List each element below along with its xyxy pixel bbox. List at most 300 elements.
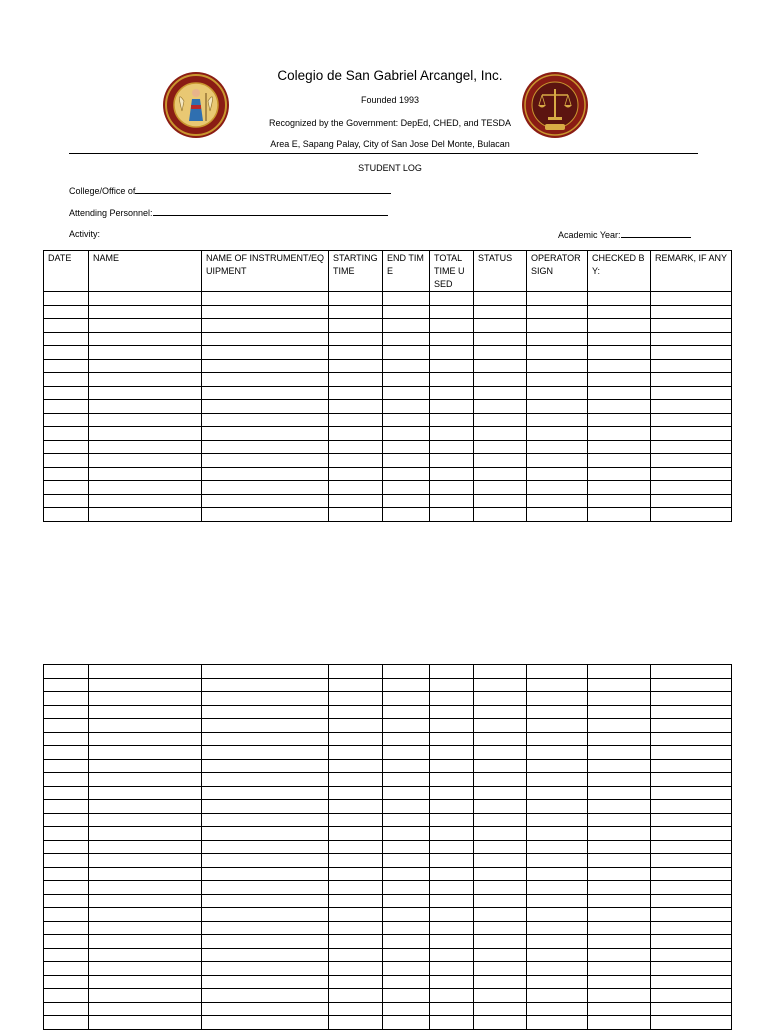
- table-cell[interactable]: [329, 1016, 383, 1030]
- table-cell[interactable]: [430, 746, 474, 760]
- table-cell[interactable]: [651, 975, 732, 989]
- table-cell[interactable]: [89, 413, 202, 427]
- table-cell[interactable]: [588, 386, 651, 400]
- table-cell[interactable]: [329, 373, 383, 387]
- table-cell[interactable]: [430, 305, 474, 319]
- table-cell[interactable]: [329, 305, 383, 319]
- table-cell[interactable]: [329, 948, 383, 962]
- table-cell[interactable]: [202, 773, 329, 787]
- table-cell[interactable]: [430, 881, 474, 895]
- table-cell[interactable]: [651, 813, 732, 827]
- table-cell[interactable]: [588, 854, 651, 868]
- table-cell[interactable]: [329, 413, 383, 427]
- table-cell[interactable]: [651, 494, 732, 508]
- table-cell[interactable]: [588, 319, 651, 333]
- table-cell[interactable]: [651, 386, 732, 400]
- table-cell[interactable]: [44, 292, 89, 306]
- table-cell[interactable]: [474, 773, 527, 787]
- table-cell[interactable]: [329, 867, 383, 881]
- table-cell[interactable]: [651, 332, 732, 346]
- table-cell[interactable]: [202, 678, 329, 692]
- table-cell[interactable]: [527, 678, 588, 692]
- table-cell[interactable]: [329, 292, 383, 306]
- table-cell[interactable]: [588, 373, 651, 387]
- table-cell[interactable]: [588, 935, 651, 949]
- table-cell[interactable]: [651, 665, 732, 679]
- table-cell[interactable]: [527, 867, 588, 881]
- table-cell[interactable]: [651, 827, 732, 841]
- table-cell[interactable]: [329, 840, 383, 854]
- table-cell[interactable]: [527, 732, 588, 746]
- table-cell[interactable]: [44, 827, 89, 841]
- table-cell[interactable]: [651, 854, 732, 868]
- table-cell[interactable]: [89, 773, 202, 787]
- table-cell[interactable]: [651, 719, 732, 733]
- table-cell[interactable]: [329, 386, 383, 400]
- table-cell[interactable]: [383, 359, 430, 373]
- attending-personnel-blank[interactable]: [153, 207, 388, 216]
- table-cell[interactable]: [44, 692, 89, 706]
- table-cell[interactable]: [89, 1002, 202, 1016]
- table-cell[interactable]: [89, 386, 202, 400]
- table-cell[interactable]: [430, 692, 474, 706]
- table-cell[interactable]: [474, 962, 527, 976]
- table-cell[interactable]: [383, 319, 430, 333]
- table-cell[interactable]: [89, 508, 202, 522]
- table-cell[interactable]: [329, 508, 383, 522]
- table-cell[interactable]: [202, 386, 329, 400]
- table-cell[interactable]: [44, 800, 89, 814]
- table-cell[interactable]: [89, 908, 202, 922]
- table-cell[interactable]: [329, 440, 383, 454]
- table-cell[interactable]: [202, 948, 329, 962]
- table-cell[interactable]: [588, 948, 651, 962]
- table-cell[interactable]: [474, 881, 527, 895]
- table-cell[interactable]: [651, 786, 732, 800]
- table-cell[interactable]: [383, 705, 430, 719]
- table-cell[interactable]: [588, 692, 651, 706]
- table-cell[interactable]: [44, 332, 89, 346]
- table-cell[interactable]: [430, 319, 474, 333]
- table-cell[interactable]: [588, 346, 651, 360]
- table-cell[interactable]: [202, 840, 329, 854]
- table-cell[interactable]: [651, 454, 732, 468]
- table-cell[interactable]: [89, 292, 202, 306]
- table-cell[interactable]: [89, 921, 202, 935]
- table-cell[interactable]: [89, 894, 202, 908]
- table-cell[interactable]: [329, 319, 383, 333]
- table-cell[interactable]: [89, 373, 202, 387]
- table-cell[interactable]: [527, 494, 588, 508]
- table-cell[interactable]: [89, 1016, 202, 1030]
- table-cell[interactable]: [329, 989, 383, 1003]
- table-cell[interactable]: [651, 746, 732, 760]
- table-cell[interactable]: [430, 454, 474, 468]
- table-cell[interactable]: [527, 881, 588, 895]
- academic-year-field[interactable]: [558, 229, 691, 240]
- table-cell[interactable]: [329, 854, 383, 868]
- table-cell[interactable]: [44, 948, 89, 962]
- table-cell[interactable]: [202, 508, 329, 522]
- table-cell[interactable]: [588, 292, 651, 306]
- table-cell[interactable]: [383, 454, 430, 468]
- table-cell[interactable]: [527, 454, 588, 468]
- table-cell[interactable]: [202, 413, 329, 427]
- table-cell[interactable]: [329, 786, 383, 800]
- table-cell[interactable]: [588, 746, 651, 760]
- table-cell[interactable]: [383, 440, 430, 454]
- table-cell[interactable]: [383, 773, 430, 787]
- table-cell[interactable]: [474, 867, 527, 881]
- table-cell[interactable]: [430, 773, 474, 787]
- table-cell[interactable]: [430, 827, 474, 841]
- table-cell[interactable]: [588, 481, 651, 495]
- table-cell[interactable]: [202, 454, 329, 468]
- table-cell[interactable]: [430, 908, 474, 922]
- table-cell[interactable]: [383, 678, 430, 692]
- table-cell[interactable]: [474, 400, 527, 414]
- table-cell[interactable]: [89, 786, 202, 800]
- table-cell[interactable]: [329, 359, 383, 373]
- table-cell[interactable]: [430, 935, 474, 949]
- table-cell[interactable]: [202, 935, 329, 949]
- table-cell[interactable]: [430, 1016, 474, 1030]
- table-cell[interactable]: [651, 881, 732, 895]
- table-cell[interactable]: [651, 759, 732, 773]
- table-cell[interactable]: [202, 827, 329, 841]
- table-cell[interactable]: [527, 935, 588, 949]
- table-cell[interactable]: [89, 427, 202, 441]
- table-cell[interactable]: [430, 467, 474, 481]
- table-cell[interactable]: [44, 467, 89, 481]
- table-cell[interactable]: [527, 854, 588, 868]
- table-cell[interactable]: [527, 508, 588, 522]
- table-cell[interactable]: [89, 948, 202, 962]
- table-cell[interactable]: [383, 867, 430, 881]
- table-cell[interactable]: [329, 494, 383, 508]
- table-cell[interactable]: [588, 908, 651, 922]
- table-cell[interactable]: [588, 800, 651, 814]
- table-cell[interactable]: [202, 305, 329, 319]
- table-cell[interactable]: [383, 508, 430, 522]
- table-cell[interactable]: [474, 705, 527, 719]
- table-cell[interactable]: [202, 705, 329, 719]
- table-cell[interactable]: [44, 346, 89, 360]
- table-cell[interactable]: [651, 867, 732, 881]
- table-cell[interactable]: [474, 1016, 527, 1030]
- table-cell[interactable]: [44, 759, 89, 773]
- table-cell[interactable]: [527, 692, 588, 706]
- table-cell[interactable]: [89, 400, 202, 414]
- table-cell[interactable]: [651, 440, 732, 454]
- table-cell[interactable]: [383, 1016, 430, 1030]
- table-cell[interactable]: [430, 705, 474, 719]
- college-office-blank[interactable]: [135, 185, 391, 194]
- table-cell[interactable]: [588, 840, 651, 854]
- table-cell[interactable]: [588, 305, 651, 319]
- table-cell[interactable]: [202, 800, 329, 814]
- table-cell[interactable]: [527, 332, 588, 346]
- table-cell[interactable]: [474, 332, 527, 346]
- table-cell[interactable]: [383, 719, 430, 733]
- table-cell[interactable]: [430, 346, 474, 360]
- table-cell[interactable]: [202, 467, 329, 481]
- table-cell[interactable]: [527, 1016, 588, 1030]
- table-cell[interactable]: [527, 373, 588, 387]
- table-cell[interactable]: [89, 854, 202, 868]
- table-cell[interactable]: [430, 481, 474, 495]
- table-cell[interactable]: [202, 359, 329, 373]
- table-cell[interactable]: [588, 881, 651, 895]
- table-cell[interactable]: [588, 400, 651, 414]
- table-cell[interactable]: [44, 319, 89, 333]
- table-cell[interactable]: [89, 454, 202, 468]
- table-cell[interactable]: [527, 800, 588, 814]
- table-cell[interactable]: [44, 705, 89, 719]
- table-cell[interactable]: [588, 440, 651, 454]
- table-cell[interactable]: [430, 494, 474, 508]
- table-cell[interactable]: [527, 746, 588, 760]
- table-cell[interactable]: [89, 319, 202, 333]
- table-cell[interactable]: [651, 705, 732, 719]
- table-cell[interactable]: [202, 1002, 329, 1016]
- table-cell[interactable]: [474, 678, 527, 692]
- table-cell[interactable]: [527, 467, 588, 481]
- table-cell[interactable]: [44, 773, 89, 787]
- table-cell[interactable]: [329, 692, 383, 706]
- table-cell[interactable]: [527, 665, 588, 679]
- table-cell[interactable]: [89, 440, 202, 454]
- table-cell[interactable]: [430, 867, 474, 881]
- table-cell[interactable]: [474, 786, 527, 800]
- table-cell[interactable]: [89, 692, 202, 706]
- table-cell[interactable]: [430, 508, 474, 522]
- table-cell[interactable]: [329, 881, 383, 895]
- table-cell[interactable]: [202, 692, 329, 706]
- table-cell[interactable]: [44, 975, 89, 989]
- table-cell[interactable]: [202, 400, 329, 414]
- table-cell[interactable]: [383, 894, 430, 908]
- table-cell[interactable]: [383, 881, 430, 895]
- table-cell[interactable]: [651, 773, 732, 787]
- table-cell[interactable]: [430, 413, 474, 427]
- table-cell[interactable]: [527, 400, 588, 414]
- table-cell[interactable]: [651, 678, 732, 692]
- table-cell[interactable]: [651, 467, 732, 481]
- table-cell[interactable]: [527, 292, 588, 306]
- table-cell[interactable]: [527, 705, 588, 719]
- table-cell[interactable]: [44, 813, 89, 827]
- table-cell[interactable]: [430, 440, 474, 454]
- table-cell[interactable]: [527, 319, 588, 333]
- table-cell[interactable]: [527, 786, 588, 800]
- table-cell[interactable]: [651, 292, 732, 306]
- table-cell[interactable]: [329, 894, 383, 908]
- table-cell[interactable]: [44, 1016, 89, 1030]
- table-cell[interactable]: [44, 665, 89, 679]
- table-cell[interactable]: [588, 773, 651, 787]
- table-cell[interactable]: [527, 813, 588, 827]
- table-cell[interactable]: [474, 359, 527, 373]
- table-cell[interactable]: [474, 413, 527, 427]
- table-cell[interactable]: [383, 840, 430, 854]
- table-cell[interactable]: [202, 962, 329, 976]
- table-cell[interactable]: [588, 786, 651, 800]
- table-cell[interactable]: [329, 962, 383, 976]
- table-cell[interactable]: [202, 746, 329, 760]
- table-cell[interactable]: [527, 827, 588, 841]
- table-cell[interactable]: [474, 346, 527, 360]
- table-cell[interactable]: [430, 800, 474, 814]
- table-cell[interactable]: [430, 719, 474, 733]
- table-cell[interactable]: [383, 386, 430, 400]
- table-cell[interactable]: [202, 440, 329, 454]
- table-cell[interactable]: [430, 921, 474, 935]
- table-cell[interactable]: [329, 719, 383, 733]
- table-cell[interactable]: [202, 319, 329, 333]
- table-cell[interactable]: [89, 678, 202, 692]
- table-cell[interactable]: [202, 975, 329, 989]
- table-cell[interactable]: [44, 454, 89, 468]
- table-cell[interactable]: [474, 481, 527, 495]
- table-cell[interactable]: [383, 292, 430, 306]
- table-cell[interactable]: [202, 921, 329, 935]
- table-cell[interactable]: [44, 921, 89, 935]
- table-cell[interactable]: [44, 359, 89, 373]
- table-cell[interactable]: [202, 1016, 329, 1030]
- table-cell[interactable]: [588, 989, 651, 1003]
- table-cell[interactable]: [527, 440, 588, 454]
- table-cell[interactable]: [202, 989, 329, 1003]
- table-cell[interactable]: [202, 494, 329, 508]
- table-cell[interactable]: [527, 719, 588, 733]
- table-cell[interactable]: [430, 1002, 474, 1016]
- table-cell[interactable]: [329, 827, 383, 841]
- table-cell[interactable]: [44, 840, 89, 854]
- table-cell[interactable]: [651, 1002, 732, 1016]
- table-cell[interactable]: [202, 867, 329, 881]
- table-cell[interactable]: [329, 813, 383, 827]
- table-cell[interactable]: [588, 867, 651, 881]
- table-cell[interactable]: [202, 292, 329, 306]
- table-cell[interactable]: [474, 935, 527, 949]
- table-cell[interactable]: [329, 467, 383, 481]
- table-cell[interactable]: [527, 481, 588, 495]
- table-cell[interactable]: [430, 427, 474, 441]
- table-cell[interactable]: [474, 292, 527, 306]
- table-cell[interactable]: [383, 400, 430, 414]
- table-cell[interactable]: [329, 481, 383, 495]
- table-cell[interactable]: [527, 908, 588, 922]
- table-cell[interactable]: [430, 813, 474, 827]
- table-cell[interactable]: [527, 840, 588, 854]
- table-cell[interactable]: [430, 732, 474, 746]
- table-cell[interactable]: [430, 373, 474, 387]
- table-cell[interactable]: [202, 665, 329, 679]
- table-cell[interactable]: [383, 948, 430, 962]
- table-cell[interactable]: [474, 1002, 527, 1016]
- table-cell[interactable]: [202, 481, 329, 495]
- table-cell[interactable]: [383, 759, 430, 773]
- table-cell[interactable]: [89, 881, 202, 895]
- table-cell[interactable]: [89, 481, 202, 495]
- table-cell[interactable]: [651, 400, 732, 414]
- table-cell[interactable]: [527, 346, 588, 360]
- table-cell[interactable]: [651, 481, 732, 495]
- table-cell[interactable]: [474, 305, 527, 319]
- table-cell[interactable]: [527, 386, 588, 400]
- table-cell[interactable]: [430, 678, 474, 692]
- table-cell[interactable]: [89, 935, 202, 949]
- table-cell[interactable]: [44, 786, 89, 800]
- table-cell[interactable]: [44, 881, 89, 895]
- table-cell[interactable]: [329, 400, 383, 414]
- table-cell[interactable]: [474, 989, 527, 1003]
- table-cell[interactable]: [89, 705, 202, 719]
- table-cell[interactable]: [89, 989, 202, 1003]
- table-cell[interactable]: [44, 908, 89, 922]
- table-cell[interactable]: [588, 678, 651, 692]
- table-cell[interactable]: [588, 921, 651, 935]
- table-cell[interactable]: [383, 921, 430, 935]
- table-cell[interactable]: [588, 494, 651, 508]
- table-cell[interactable]: [202, 373, 329, 387]
- table-cell[interactable]: [202, 346, 329, 360]
- table-cell[interactable]: [474, 746, 527, 760]
- table-cell[interactable]: [474, 373, 527, 387]
- table-cell[interactable]: [651, 962, 732, 976]
- table-cell[interactable]: [651, 427, 732, 441]
- table-cell[interactable]: [527, 1002, 588, 1016]
- table-cell[interactable]: [44, 400, 89, 414]
- table-cell[interactable]: [430, 292, 474, 306]
- table-cell[interactable]: [588, 827, 651, 841]
- table-cell[interactable]: [474, 494, 527, 508]
- table-cell[interactable]: [474, 840, 527, 854]
- table-cell[interactable]: [383, 692, 430, 706]
- table-cell[interactable]: [527, 975, 588, 989]
- table-cell[interactable]: [44, 508, 89, 522]
- table-cell[interactable]: [527, 894, 588, 908]
- table-cell[interactable]: [329, 935, 383, 949]
- table-cell[interactable]: [383, 800, 430, 814]
- table-cell[interactable]: [44, 935, 89, 949]
- table-cell[interactable]: [651, 305, 732, 319]
- table-cell[interactable]: [430, 854, 474, 868]
- table-cell[interactable]: [44, 305, 89, 319]
- table-cell[interactable]: [202, 881, 329, 895]
- table-cell[interactable]: [89, 759, 202, 773]
- table-cell[interactable]: [588, 732, 651, 746]
- table-cell[interactable]: [474, 921, 527, 935]
- table-cell[interactable]: [329, 665, 383, 679]
- table-cell[interactable]: [588, 975, 651, 989]
- table-cell[interactable]: [329, 454, 383, 468]
- table-cell[interactable]: [588, 454, 651, 468]
- table-cell[interactable]: [474, 827, 527, 841]
- table-cell[interactable]: [527, 359, 588, 373]
- table-cell[interactable]: [89, 305, 202, 319]
- table-cell[interactable]: [588, 427, 651, 441]
- table-cell[interactable]: [651, 908, 732, 922]
- table-cell[interactable]: [474, 948, 527, 962]
- table-cell[interactable]: [89, 467, 202, 481]
- table-cell[interactable]: [329, 346, 383, 360]
- table-cell[interactable]: [329, 332, 383, 346]
- table-cell[interactable]: [430, 386, 474, 400]
- table-cell[interactable]: [202, 732, 329, 746]
- table-cell[interactable]: [588, 705, 651, 719]
